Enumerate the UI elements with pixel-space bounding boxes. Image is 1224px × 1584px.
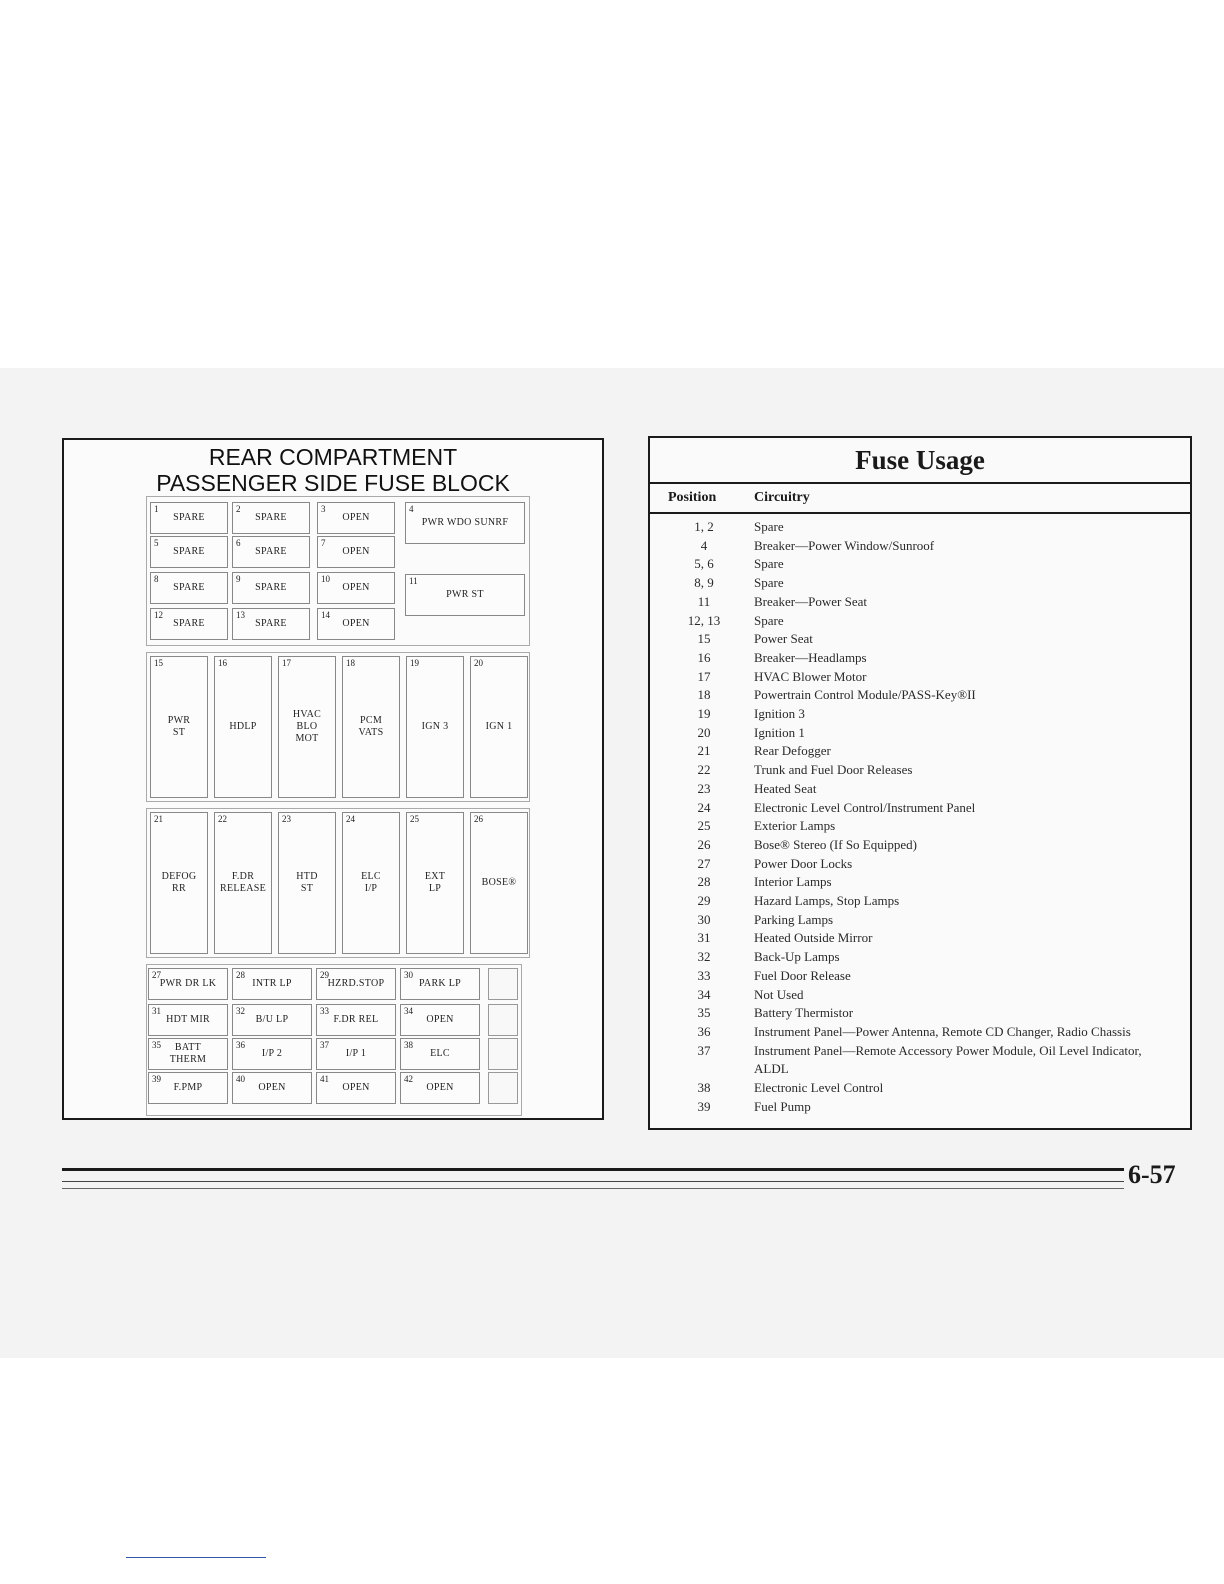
- fuse-29: [316, 968, 396, 1000]
- row-position: 34: [697, 986, 711, 1002]
- fuse-number: 5: [154, 538, 159, 548]
- row-circuitry: Bose® Stereo (If So Equipped): [754, 836, 917, 852]
- fuse-number: 33: [320, 1006, 329, 1016]
- fuse-label: B/U LP: [255, 1014, 289, 1025]
- empty-slot: [488, 1038, 518, 1070]
- fuse-label: OPEN: [342, 582, 370, 593]
- empty-slot: [488, 968, 518, 1000]
- table-row: [650, 761, 1190, 780]
- fuse-number: 27: [152, 970, 161, 980]
- fuse-number: 38: [404, 1040, 413, 1050]
- fuse-number: 39: [152, 1074, 161, 1084]
- fuse-number: 12: [154, 610, 163, 620]
- fuse-number: 7: [321, 538, 326, 548]
- fuse-5: [150, 536, 228, 568]
- fuse-number: 34: [404, 1006, 413, 1016]
- row-position: 1, 2: [694, 519, 714, 534]
- row-position: 11: [697, 593, 711, 609]
- row-position: 5, 6: [694, 556, 714, 572]
- fuse-label: OPEN: [426, 1082, 454, 1093]
- empty-slot: [488, 1072, 518, 1104]
- fuse-35: [148, 1038, 228, 1070]
- diagram-title-line2: PASSENGER SIDE FUSE BLOCK: [156, 470, 510, 496]
- fuse-label: I/P 1: [345, 1048, 367, 1059]
- fuse-label: HDT MIR: [166, 1014, 210, 1025]
- fuse-31: [148, 1004, 228, 1036]
- fuse-36: [232, 1038, 312, 1070]
- row-circuitry: Fuel Door Release: [754, 967, 851, 983]
- fuse-19: [406, 656, 464, 798]
- row-position: 4: [700, 537, 708, 553]
- fuse-label: OPEN: [342, 1082, 370, 1093]
- fuse-42: [400, 1072, 480, 1104]
- fuse-label: SPARE: [255, 546, 287, 557]
- fuse-label: OPEN: [342, 546, 370, 557]
- table-row: [650, 836, 1190, 855]
- fuse-number: 6: [236, 538, 241, 548]
- table-row: [650, 799, 1190, 818]
- fuse-7: [317, 536, 395, 568]
- table-row: [650, 612, 1190, 631]
- fuse-number: 3: [321, 504, 326, 514]
- fuse-number: 1: [154, 504, 159, 514]
- row-circuitry: Instrument Panel—Remote Accessory Power Module, Oil Level Indicator, ALDL: [754, 1042, 1142, 1077]
- row-position: 20: [697, 724, 711, 740]
- row-position: 21: [697, 743, 711, 759]
- fuse-number: 32: [236, 1006, 245, 1016]
- table-row: [650, 1023, 1190, 1042]
- fuse-block-diagram: [62, 438, 604, 1120]
- table-row: [650, 649, 1190, 668]
- row-position: 30: [697, 911, 711, 927]
- table-body: [650, 518, 1190, 1117]
- table-row: [650, 724, 1190, 743]
- table-row: [650, 967, 1190, 986]
- fuse-number: 15: [154, 658, 163, 668]
- column-header-circuitry: Circuitry: [754, 490, 810, 505]
- fuse-number: 24: [346, 814, 355, 824]
- page-number: 6-57: [1128, 1160, 1176, 1189]
- table-row: [650, 1042, 1190, 1079]
- table-row: [650, 668, 1190, 687]
- fuse-label: SPARE: [173, 512, 205, 523]
- row-position: 16: [697, 649, 711, 665]
- fuse-number: 40: [236, 1074, 245, 1084]
- fuse-25: [406, 812, 464, 954]
- fuse-14: [317, 608, 395, 640]
- fuse-number: 42: [404, 1074, 413, 1084]
- fuse-16: [214, 656, 272, 798]
- row-circuitry: Trunk and Fuel Door Releases: [754, 762, 913, 778]
- fuse-label: INTR LP: [252, 978, 292, 989]
- row-circuitry: Ignition 1: [754, 724, 805, 740]
- row-circuitry: Breaker—Power Window/Sunroof: [754, 537, 935, 553]
- row-position: 23: [697, 780, 711, 796]
- fuse-number: 11: [409, 576, 418, 586]
- diagram-title-line1: REAR COMPARTMENT: [208, 444, 458, 470]
- row-position: 39: [697, 1098, 711, 1114]
- fuse-22: [214, 812, 272, 954]
- row-position: 19: [697, 706, 711, 722]
- fuse-number: 20: [474, 658, 483, 668]
- row-circuitry: Heated Outside Mirror: [754, 930, 873, 946]
- fuse-label: I/P 2: [261, 1048, 283, 1059]
- fuse-4: [405, 502, 525, 544]
- fuse-label: IGN 1: [485, 721, 513, 732]
- fuse-3: [317, 502, 395, 534]
- fuse-number: 8: [154, 574, 159, 584]
- table-row: [650, 705, 1190, 724]
- fuse-number: 25: [410, 814, 419, 824]
- row-circuitry: Breaker—Headlamps: [754, 649, 867, 665]
- row-circuitry: HVAC Blower Motor: [754, 668, 867, 684]
- fuse-37: [316, 1038, 396, 1070]
- row-circuitry: Electronic Level Control: [754, 1080, 884, 1096]
- fuse-17: [278, 656, 336, 798]
- fuse-label: DEFOG RR: [161, 871, 197, 894]
- row-circuitry: Spare: [754, 612, 784, 628]
- fuse-30: [400, 968, 480, 1000]
- fuse-label: HVAC BLO MOT: [292, 709, 322, 744]
- fuse-number: 37: [320, 1040, 329, 1050]
- fuse-27: [148, 968, 228, 1000]
- footer-rule-thin: [62, 1181, 1124, 1182]
- table-row: [650, 742, 1190, 761]
- fuse-label: SPARE: [255, 582, 287, 593]
- fuse-13: [232, 608, 310, 640]
- row-circuitry: Spare: [754, 519, 784, 534]
- fuse-21: [150, 812, 208, 954]
- fuse-number: 22: [218, 814, 227, 824]
- row-position: 33: [697, 967, 711, 983]
- fuse-number: 9: [236, 574, 241, 584]
- row-circuitry: Battery Thermistor: [754, 1005, 854, 1021]
- fuse-number: 36: [236, 1040, 245, 1050]
- fuse-label: SPARE: [173, 582, 205, 593]
- row-circuitry: Instrument Panel—Power Antenna, Remote CD Changer, Radio Chassis: [754, 1023, 1131, 1039]
- row-circuitry: Interior Lamps: [754, 874, 832, 890]
- row-circuitry: Parking Lamps: [754, 911, 834, 927]
- fuse-28: [232, 968, 312, 1000]
- fuse-label: ELC I/P: [361, 871, 381, 894]
- fuse-number: 31: [152, 1006, 161, 1016]
- row-position: 27: [697, 855, 711, 871]
- fuse-9: [232, 572, 310, 604]
- fuse-number: 2: [236, 504, 241, 514]
- fuse-number: 41: [320, 1074, 329, 1084]
- row-circuitry: Breaker—Power Seat: [754, 593, 867, 609]
- fuse-label: PCM VATS: [358, 715, 384, 738]
- fuse-number: 4: [409, 504, 414, 514]
- table-row: [650, 537, 1190, 556]
- fuse-number: 14: [321, 610, 330, 620]
- row-circuitry: Heated Seat: [754, 780, 817, 796]
- fuse-label: EXT LP: [424, 871, 446, 894]
- row-circuitry: Spare: [754, 556, 784, 572]
- fuse-number: 13: [236, 610, 245, 620]
- fuse-label: IGN 3: [421, 721, 449, 732]
- row-circuitry: Back-Up Lamps: [754, 949, 840, 965]
- column-header-position: Position: [668, 490, 717, 505]
- table-row: [650, 593, 1190, 612]
- fuse-38: [400, 1038, 480, 1070]
- row-circuitry: Not Used: [754, 986, 804, 1002]
- fuse-8: [150, 572, 228, 604]
- fuse-number: 29: [320, 970, 329, 980]
- fuse-label: OPEN: [342, 618, 370, 629]
- fuse-number: 17: [282, 658, 291, 668]
- fuse-23: [278, 812, 336, 954]
- row-position: 8, 9: [694, 575, 714, 591]
- table-row: [650, 929, 1190, 948]
- row-position: 12, 13: [687, 612, 721, 628]
- row-circuitry: Fuel Pump: [754, 1098, 811, 1114]
- row-position: 35: [697, 1005, 711, 1021]
- fuse-41: [316, 1072, 396, 1104]
- row-position: 26: [697, 836, 711, 852]
- row-circuitry: Ignition 3: [754, 706, 805, 722]
- row-position: 31: [697, 930, 711, 946]
- fuse-label: HTD ST: [296, 871, 318, 894]
- fuse-label: BOSE®: [481, 877, 517, 888]
- fuse-number: 30: [404, 970, 413, 980]
- fuse-number: 35: [152, 1040, 161, 1050]
- row-position: 38: [697, 1080, 711, 1096]
- fuse-label: SPARE: [173, 546, 205, 557]
- fuse-label: PARK LP: [418, 978, 462, 989]
- row-circuitry: Exterior Lamps: [754, 818, 836, 834]
- fuse-1: [150, 502, 228, 534]
- table-row: [650, 892, 1190, 911]
- fuse-18: [342, 656, 400, 798]
- fuse-label: HDLP: [229, 721, 257, 732]
- fuse-label: OPEN: [426, 1014, 454, 1025]
- fuse-number: 16: [218, 658, 227, 668]
- row-circuitry: Power Seat: [754, 631, 813, 647]
- row-position: 17: [697, 668, 711, 684]
- fuse-12: [150, 608, 228, 640]
- fuse-label: OPEN: [342, 512, 370, 523]
- fuse-label: HZRD.STOP: [327, 978, 385, 989]
- fuse-label: SPARE: [255, 618, 287, 629]
- fuse-6: [232, 536, 310, 568]
- row-position: 36: [697, 1023, 711, 1039]
- row-position: 18: [697, 687, 711, 703]
- row-position: 15: [697, 631, 711, 647]
- fuse-34: [400, 1004, 480, 1036]
- fuse-label: PWR ST: [167, 715, 191, 738]
- row-circuitry: Electronic Level Control/Instrument Panel: [754, 799, 976, 815]
- fuse-2: [232, 502, 310, 534]
- row-circuitry: Power Door Locks: [754, 855, 853, 871]
- footer-link-line: [126, 1557, 266, 1558]
- table-row: [650, 1004, 1190, 1023]
- fuse-number: 26: [474, 814, 483, 824]
- table-row: [650, 911, 1190, 930]
- footer-rule-thin-2: [62, 1188, 1124, 1189]
- fuse-number: 28: [236, 970, 245, 980]
- row-position: 29: [697, 893, 711, 909]
- fuse-number: 23: [282, 814, 291, 824]
- fuse-39: [148, 1072, 228, 1104]
- fuse-label: ELC: [430, 1048, 450, 1059]
- table-header: [650, 484, 1190, 514]
- table-row: [650, 855, 1190, 874]
- row-position: 25: [697, 818, 711, 834]
- fuse-10: [317, 572, 395, 604]
- table-row: [650, 1098, 1190, 1117]
- fuse-number: 18: [346, 658, 355, 668]
- table-row: [650, 817, 1190, 836]
- fuse-label: OPEN: [258, 1082, 286, 1093]
- fuse-number: 10: [321, 574, 330, 584]
- fuse-usage-table: [648, 436, 1192, 1130]
- table-row: [650, 780, 1190, 799]
- fuse-label: BATT THERM: [169, 1042, 207, 1065]
- fuse-32: [232, 1004, 312, 1036]
- fuse-label: PWR DR LK: [159, 978, 217, 989]
- row-circuitry: Spare: [754, 575, 784, 591]
- table-row: [650, 948, 1190, 967]
- empty-slot: [488, 1004, 518, 1036]
- fuse-number: 19: [410, 658, 419, 668]
- table-row: [650, 555, 1190, 574]
- row-position: 22: [697, 762, 711, 778]
- fuse-label: PWR WDO SUNRF: [421, 517, 509, 528]
- row-position: 37: [697, 1042, 711, 1058]
- row-circuitry: Hazard Lamps, Stop Lamps: [754, 893, 900, 909]
- table-row: [650, 986, 1190, 1005]
- row-circuitry: Powertrain Control Module/PASS-Key®II: [754, 687, 976, 703]
- fuse-24: [342, 812, 400, 954]
- fuse-26: [470, 812, 528, 954]
- table-row: [650, 873, 1190, 892]
- table-row: [650, 1079, 1190, 1098]
- fuse-40: [232, 1072, 312, 1104]
- fuse-label: PWR ST: [446, 589, 484, 600]
- table-row: [650, 574, 1190, 593]
- fuse-label: F.PMP: [173, 1082, 203, 1093]
- row-position: 32: [697, 949, 711, 965]
- table-row: [650, 630, 1190, 649]
- table-row: [650, 518, 1190, 537]
- fuse-33: [316, 1004, 396, 1036]
- fuse-label: F.DR REL: [333, 1014, 379, 1025]
- row-position: 28: [697, 874, 711, 890]
- row-position: 24: [697, 799, 711, 815]
- fuse-label: SPARE: [173, 618, 205, 629]
- fuse-20: [470, 656, 528, 798]
- fuse-11: [405, 574, 525, 616]
- footer-rule-thick: [62, 1168, 1124, 1171]
- row-circuitry: Rear Defogger: [754, 743, 831, 759]
- fuse-label: F.DR RELEASE: [220, 871, 266, 894]
- fuse-label: SPARE: [255, 512, 287, 523]
- table-title: Fuse Usage: [650, 438, 1190, 484]
- table-row: [650, 686, 1190, 705]
- fuse-number: 21: [154, 814, 163, 824]
- fuse-15: [150, 656, 208, 798]
